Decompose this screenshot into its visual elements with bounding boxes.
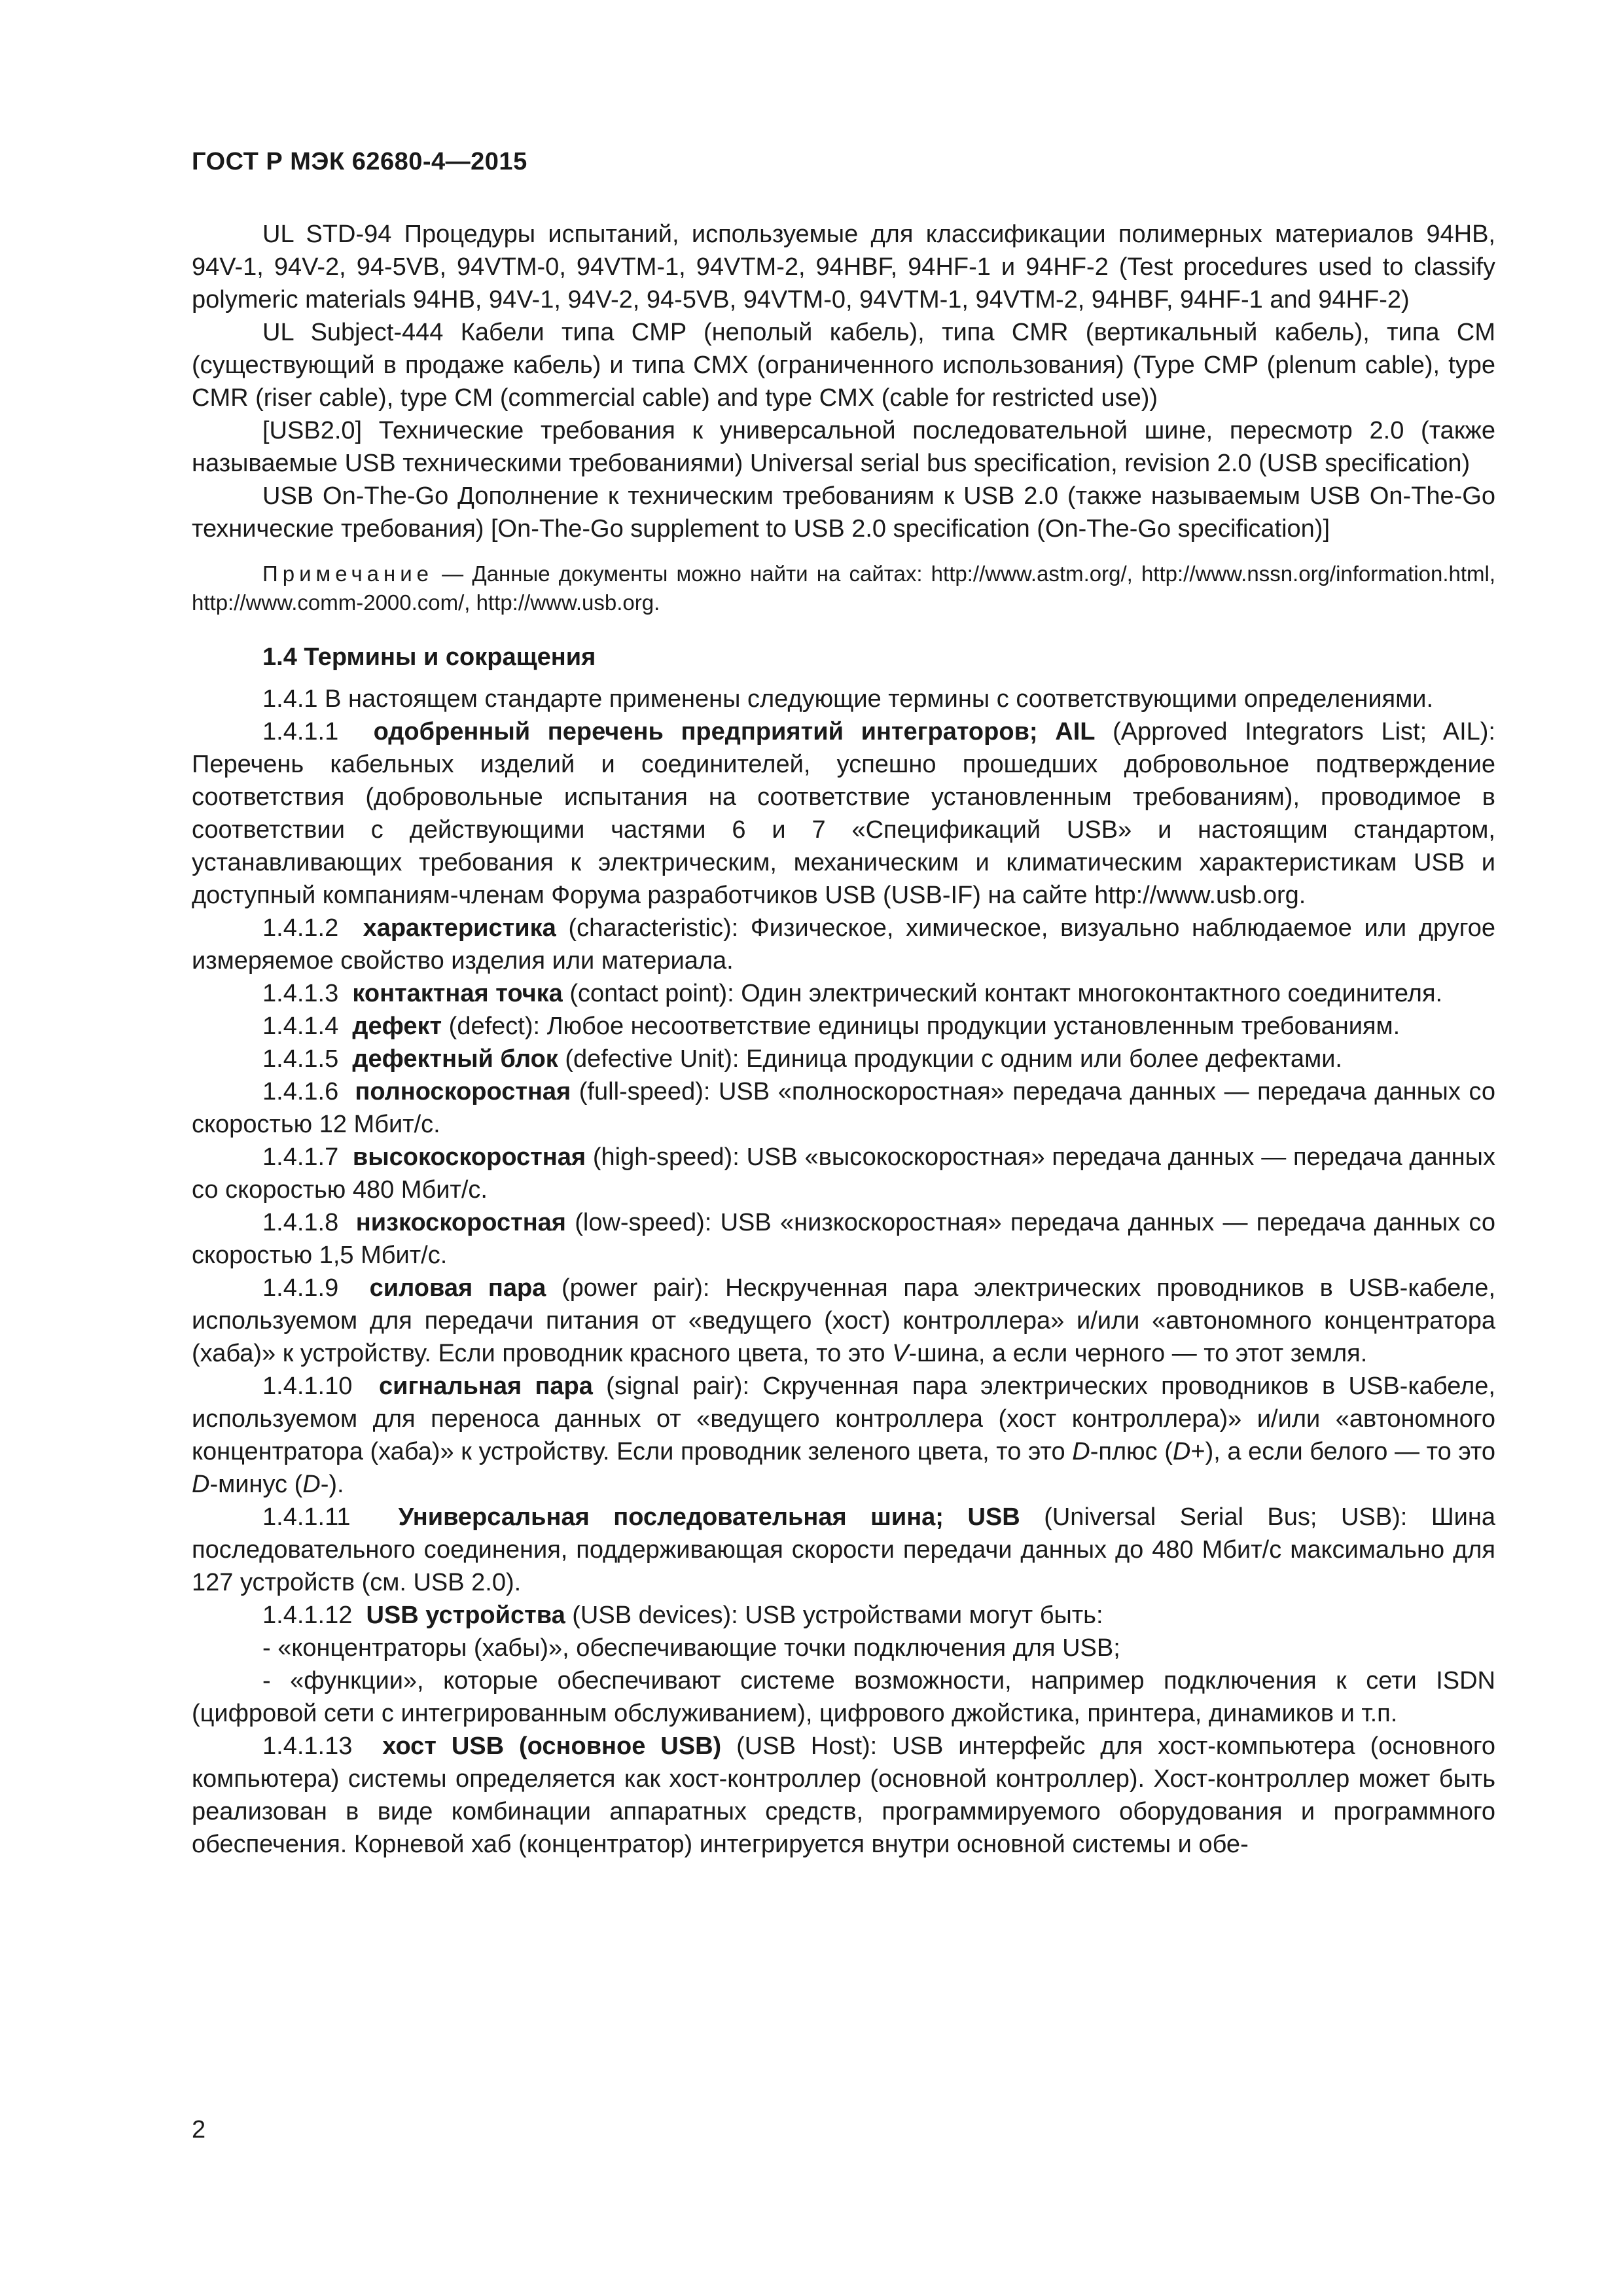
term-name: контактная точка xyxy=(352,980,563,1007)
note-text: — Данные документы можно найти на сайтах: http://www.astm.org/, http://www.nssn.org/information.html, http://www.comm-2000.com/, http://www.usb.org. xyxy=(192,562,1495,615)
term-name: хост USB (основное USB) xyxy=(382,1732,722,1760)
d-symbol: D xyxy=(302,1471,321,1498)
reference-ul-std-94: UL STD-94 Процедуры испытаний, используемые для классификации полимерных материалов 94HB, 94V-1, 94V-2, 94-5VB, 94VTM-0, 94VTM-1, 94VTM-2, 94HBF, 94HF-1 и 94HF-2 (Test procedures used to classify polymeric materials 94HB, 94V-1, 94V-2, 94-5VB, 94VTM-0, 94VTM-1, 94VTM-2, 94HBF, 94HF-1 and 94HF-2) xyxy=(192,221,1495,314)
term-definition: (full-speed): USB «полноскоростная» передача данных — передача данных со скоростью 12 Мбит/с. xyxy=(192,1078,1496,1138)
term-name: USB устройства xyxy=(366,1602,565,1629)
term-number: 1.4.1.7 xyxy=(262,1143,339,1171)
term-number: 1.4.1.3 xyxy=(262,980,339,1007)
term-1-4-1-10 xyxy=(192,1370,1495,1501)
d-symbol: D xyxy=(1172,1438,1191,1465)
term-number: 1.4.1.11 xyxy=(262,1503,351,1531)
term-definition: (characteristic): Физическое, химическое, визуально наблюдаемое или другое измеряемое свойство изделия или материала. xyxy=(192,914,1495,975)
term-1-4-1-1 xyxy=(192,715,1495,912)
d-symbol: D xyxy=(1072,1438,1090,1465)
term-name: силовая пара xyxy=(369,1274,546,1302)
term-definition: (contact point): Один электрический контакт многоконтактного соединителя. xyxy=(562,980,1443,1007)
term-definition: (defect): Любое несоответствие единицы продукции установленным требованиям. xyxy=(442,1013,1400,1040)
section-heading: 1.4 Термины и сокращения xyxy=(262,643,596,671)
term-1-4-1-8 xyxy=(192,1206,1495,1272)
document-header: ГОСТ Р МЭК 62680-4—2015 xyxy=(192,148,527,175)
reference-ul-subject-444: UL Subject-444 Кабели типа CMP (неполый кабель), типа CMR (вертикальный кабель), типа CM (существующий в продаже кабель) и типа CMX (ограниченного использования) (Type CMP (plenum cable), type CMR (riser cable), type CM (commercial cable) and type CMX (cable for restricted use)) xyxy=(192,319,1495,412)
term-name: Универсальная последовательная шина; USB xyxy=(398,1503,1020,1531)
term-definition: (high-speed): USB «высокоскоростная» передача данных — передача данных со скоростью 480 Мбит/с. xyxy=(192,1143,1495,1204)
term-number: 1.4.1.13 xyxy=(262,1732,353,1760)
term-number: 1.4.1.2 xyxy=(262,914,339,942)
term-number: 1.4.1.10 xyxy=(262,1372,353,1400)
term-name: низкоскоростная xyxy=(355,1209,566,1236)
term-name: дефект xyxy=(352,1013,442,1040)
term-name: сигнальная пара xyxy=(378,1372,593,1400)
term-1-4-1-13 xyxy=(192,1730,1495,1861)
term-1-4-1-9 xyxy=(192,1272,1495,1370)
page-number: 2 xyxy=(192,2116,206,2144)
term-name: дефектный блок xyxy=(352,1045,558,1073)
term-definition-part: -минус ( xyxy=(209,1471,303,1498)
term-1-4-1-7 xyxy=(192,1141,1495,1206)
term-1-4-1-2 xyxy=(192,912,1495,977)
term-definition-end: -шина, а если черного — то этот земля. xyxy=(908,1340,1368,1367)
term-1-4-1-3 xyxy=(192,977,1495,1010)
list-item: - «функции», которые обеспечивают системе возможности, например подключения к сети ISDN (цифровой сети с интегрированным обслуживанием), цифрового джойстика, принтера, динамиков и т.п. xyxy=(192,1667,1495,1727)
term-number: 1.4.1.6 xyxy=(262,1078,339,1105)
term-definition: (low-speed): USB «низкоскоростная» передача данных — передача данных со скоростью 1,5 Мбит/с. xyxy=(192,1209,1495,1269)
term-number: 1.4.1.4 xyxy=(262,1013,339,1040)
term-definition: (USB devices): USB устройствами могут быть: xyxy=(565,1602,1103,1629)
term-name: характеристика xyxy=(363,914,556,942)
term-number: 1.4.1.9 xyxy=(262,1274,339,1302)
term-1-4-1-4 xyxy=(192,1010,1495,1043)
term-definition: (Approved Integrators List; AIL): Перечень кабельных изделий и соединителей, успешно прошедших добровольное подтверждение соответствия (добровольные испытания на соответствие установленным требованиям), проводимое в соответствии с действующими частями 6 и 7 «Спецификаций USB» и настоящим стандартом, устанавливающих требования к электрическим, механическим и климатическим характеристикам USB и доступный компаниям-членам Форума разработчиков USB (USB-IF) на сайте http://www.usb.org. xyxy=(192,718,1495,909)
term-1-4-1-5 xyxy=(192,1043,1495,1075)
term-name: одобренный перечень предприятий интеграторов; AIL xyxy=(373,718,1096,745)
term-number: 1.4.1.8 xyxy=(262,1209,339,1236)
term-name: высокоскоростная xyxy=(352,1143,586,1171)
note xyxy=(192,560,1495,617)
term-definition-part: -плюс ( xyxy=(1090,1438,1173,1465)
page-body xyxy=(192,218,1495,1861)
term-number: 1.4.1.5 xyxy=(262,1045,339,1073)
term-definition: (Universal Serial Bus; USB): Шина последовательного соединения, поддерживающая скорости передачи данных до 480 Мбит/с максимально для 127 устройств (см. USB 2.0). xyxy=(192,1503,1495,1596)
term-name: полноскоростная xyxy=(355,1078,571,1105)
term-number: 1.4.1.12 xyxy=(262,1602,353,1629)
term-definition-part: -). xyxy=(320,1471,344,1498)
list-item: - «концентраторы (хабы)», обеспечивающие точки подключения для USB; xyxy=(262,1634,1120,1662)
term-definition: (USB Host): USB интерфейс для хост-компьютера (основного компьютера) системы определяется как хост-контроллер (основной контроллер). Хост-контроллер может быть реализован в виде комбинации аппаратных средств, программируемого оборудования и программного обеспечения. Корневой хаб (концентратор) интегрируется внутри основной системы и обе- xyxy=(192,1732,1495,1858)
term-1-4-1-11 xyxy=(192,1501,1495,1599)
term-1-4-1-12 xyxy=(192,1599,1495,1632)
term-definition: (power pair): Нескрученная пара электрических проводников в USB-кабеле, используемом для передачи питания от «ведущего (хост) контроллера» и/или «автономного концентратора (хаба)» к устройству. Если проводник красного цвета, то это xyxy=(192,1274,1495,1367)
v-symbol: V xyxy=(892,1340,909,1367)
term-definition: (defective Unit): Единица продукции с одним или более дефектами. xyxy=(558,1045,1342,1073)
note-label: Примечание xyxy=(262,562,434,586)
section-intro: 1.4.1 В настоящем стандарте применены следующие термины с соответствующими определениями. xyxy=(262,685,1434,713)
term-number: 1.4.1.1 xyxy=(262,718,339,745)
term-1-4-1-6 xyxy=(192,1075,1495,1141)
d-symbol: D xyxy=(192,1471,210,1498)
reference-usb-otg: USB On-The-Go Дополнение к техническим требованиям к USB 2.0 (также называемым USB On-The-Go технические требования) [On-The-Go supplement to USB 2.0 specification (On-The-Go specification)] xyxy=(192,482,1495,543)
term-definition: (signal pair): Скрученная пара электрических проводников в USB-кабеле, используемом для переноса данных от «ведущего контроллера (хост контроллера)» и/или «автономного концентратора (хаба)» к устройству. Если проводник зеленого цвета, то это xyxy=(192,1372,1495,1465)
reference-usb-2-0: [USB2.0] Технические требования к универсальной последовательной шине, пересмотр 2.0 (также называемые USB техническими требованиями) Universal serial bus specification, revision 2.0 (USB specification) xyxy=(192,417,1495,477)
term-definition-part: +), а если белого — то это xyxy=(1190,1438,1496,1465)
